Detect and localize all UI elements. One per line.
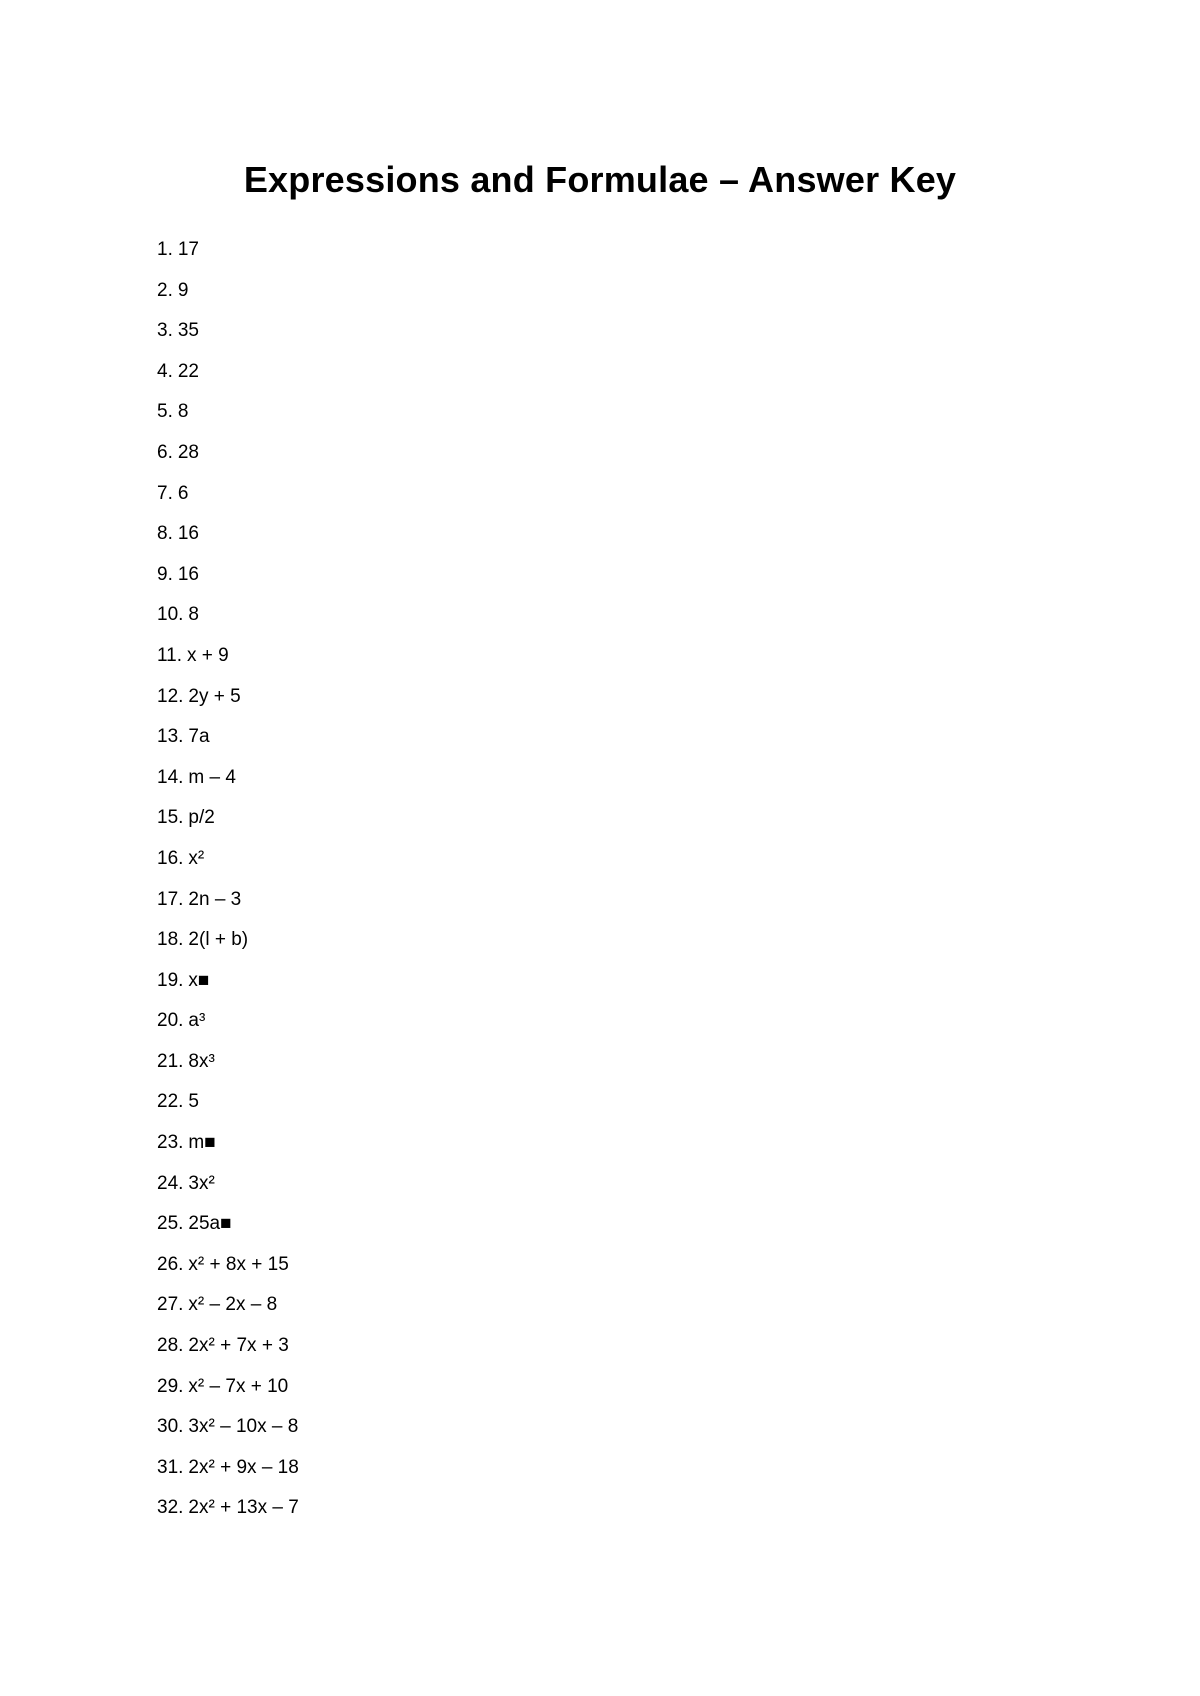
- answer-item: [157, 520, 299, 561]
- answer-item: [157, 764, 299, 805]
- answer-text: m – 4: [188, 766, 236, 788]
- answer-text: 8: [177, 401, 189, 423]
- answer-number: 9.: [157, 563, 173, 585]
- answer-item: [157, 1129, 299, 1170]
- answer-item: [157, 1373, 299, 1414]
- answer-item: [157, 1494, 299, 1535]
- answer-number: 21.: [157, 1050, 184, 1072]
- answer-text: 8: [188, 604, 199, 626]
- answer-item: [157, 561, 299, 602]
- answer-text: 3x² – 10x – 8: [188, 1416, 299, 1438]
- answer-number: 6.: [157, 441, 173, 463]
- answer-item: [157, 236, 299, 277]
- answer-number: 1.: [157, 239, 173, 260]
- answer-text: x² + 8x + 15: [188, 1253, 289, 1275]
- answer-text: 2x² + 9x – 18: [188, 1456, 299, 1478]
- answer-item: [157, 1332, 299, 1373]
- answer-text: 7a: [188, 726, 210, 748]
- answer-number: 11.: [157, 644, 183, 666]
- answer-number: 24.: [157, 1172, 184, 1194]
- answer-number: 7.: [157, 482, 173, 504]
- answer-number: 22.: [157, 1091, 184, 1113]
- answer-item: [157, 277, 299, 318]
- answer-number: 12.: [157, 685, 184, 707]
- answer-item: [157, 642, 299, 683]
- answer-item: [157, 439, 299, 480]
- answer-item: [157, 1170, 299, 1211]
- answer-number: 2.: [157, 279, 173, 301]
- answer-item: [157, 1088, 299, 1129]
- answer-number: 8.: [157, 523, 173, 545]
- answer-item: [157, 317, 299, 358]
- answer-number: 28.: [157, 1335, 184, 1357]
- answer-item: [157, 926, 299, 967]
- answer-text: 17: [177, 239, 199, 260]
- answer-text: 3x²: [188, 1172, 215, 1194]
- answer-number: 5.: [157, 401, 173, 423]
- answer-number: 29.: [157, 1375, 184, 1397]
- answer-item: [157, 480, 299, 521]
- answer-text: x² – 7x + 10: [188, 1375, 289, 1397]
- answer-text: 5: [188, 1091, 199, 1113]
- answer-number: 30.: [157, 1416, 184, 1438]
- answer-item: [157, 1048, 299, 1089]
- answer-number: 15.: [157, 807, 184, 829]
- answer-text: 22: [177, 360, 199, 382]
- answer-item: [157, 1251, 299, 1292]
- answer-item: [157, 1291, 299, 1332]
- answer-number: 20.: [157, 1010, 184, 1032]
- answer-number: 16.: [157, 847, 184, 869]
- answer-text: 2y + 5: [188, 685, 241, 707]
- answer-text: 35: [177, 320, 199, 342]
- answer-text: m■: [188, 1132, 216, 1154]
- answer-text: 8x³: [188, 1050, 215, 1072]
- answer-number: 26.: [157, 1253, 184, 1275]
- answer-number: 13.: [157, 726, 184, 748]
- page-title: Expressions and Formulae – Answer Key: [243, 159, 957, 200]
- answer-number: 27.: [157, 1294, 184, 1316]
- answer-text: 25a■: [188, 1213, 232, 1235]
- answer-text: x² – 2x – 8: [188, 1294, 278, 1316]
- answer-text: 2(l + b): [188, 929, 249, 951]
- answer-text: 2x² + 13x – 7: [188, 1497, 299, 1519]
- answer-item: [157, 601, 299, 642]
- answer-number: 32.: [157, 1497, 184, 1519]
- answer-number: 25.: [157, 1213, 184, 1235]
- answer-number: 19.: [157, 969, 184, 991]
- answer-item: [157, 967, 299, 1008]
- answer-text: x■: [188, 969, 210, 991]
- answer-item: [157, 1413, 299, 1454]
- answer-number: 14.: [157, 766, 184, 788]
- answer-text: 16: [177, 563, 199, 585]
- answer-item: [157, 1210, 299, 1251]
- answer-text: x²: [188, 847, 205, 869]
- answer-number: 17.: [157, 888, 184, 910]
- answer-list: [157, 236, 299, 1535]
- answer-item: [157, 1007, 299, 1048]
- answer-item: [157, 358, 299, 399]
- answer-item: [157, 804, 299, 845]
- answer-number: 3.: [157, 320, 173, 342]
- answer-text: 16: [177, 523, 199, 545]
- answer-text: 2x² + 7x + 3: [188, 1335, 289, 1357]
- answer-number: 10.: [157, 604, 184, 626]
- answer-number: 31.: [157, 1456, 184, 1478]
- answer-text: p/2: [188, 807, 215, 829]
- answer-item: [157, 723, 299, 764]
- answer-text: 9: [177, 279, 189, 301]
- answer-item: [157, 845, 299, 886]
- answer-text: 2n – 3: [188, 888, 242, 910]
- answer-number: 23.: [157, 1132, 184, 1154]
- answer-item: [157, 683, 299, 724]
- answer-text: a³: [188, 1010, 206, 1032]
- answer-number: 18.: [157, 929, 184, 951]
- answer-item: [157, 1454, 299, 1495]
- answer-item: [157, 886, 299, 927]
- answer-text: 6: [177, 482, 189, 504]
- answer-item: [157, 398, 299, 439]
- answer-text: 28: [177, 441, 199, 463]
- answer-text: x + 9: [187, 644, 229, 666]
- answer-number: 4.: [157, 360, 173, 382]
